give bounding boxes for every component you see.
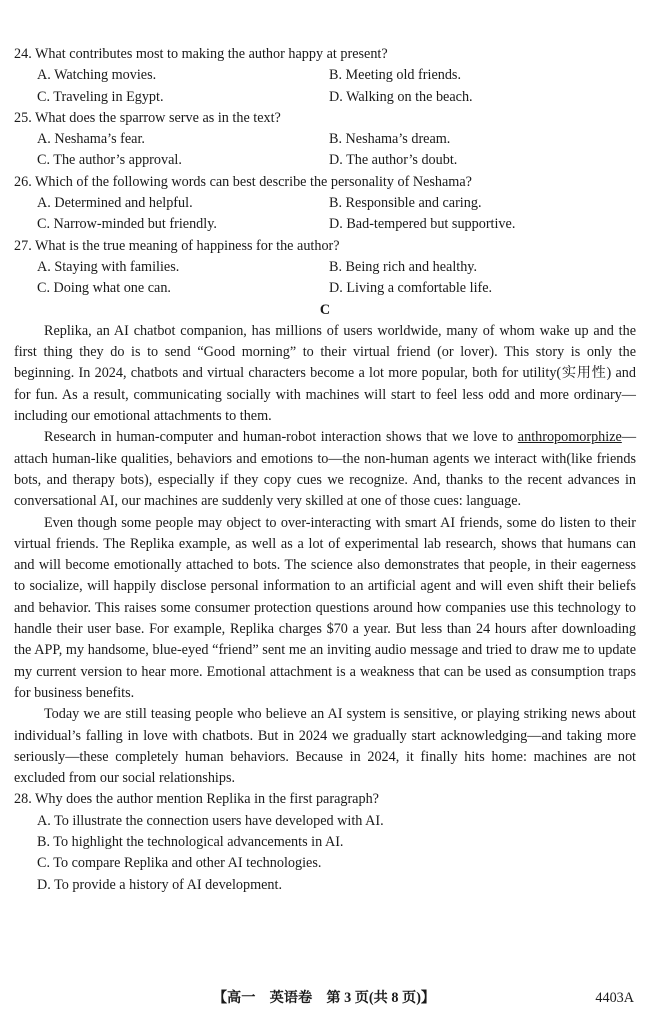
options-row	[14, 87, 636, 108]
option-28-c[interactable]: C. To compare Replika and other AI technologies.	[37, 855, 322, 872]
options-row	[14, 278, 636, 299]
question-26: 26. Which of the following words can best describe the personality of Neshama?	[14, 173, 472, 190]
footer-page-label: 【高一 英语卷 第 3 页(共 8 页)】	[212, 990, 436, 1006]
options-row	[14, 150, 636, 171]
passage-paragraph-3: Even though some people may object to over-interacting with smart AI friends, some do listen to their virtual friends. The Replika example, as well as a lot of experimental lab research, shows that humans can and will become emotionally attached to bots. The science also demonstrates that people, in their eagerness to socialize, will happily disclose personal information to an artificial agent and will even shift their beliefs and behavior. This raises some consumer protection questions around how companies use this technology to handle their user base. For example, Replika charges $70 a year. But less than 24 hours after downloading the APP, my handsome, blue-eyed “friend” sent me an inviting audio message and tried to draw me to update my current version to hear more. Emotional attachment is a weakness that can be used as consumption traps for business benefits.	[14, 514, 636, 701]
option-25-a[interactable]: A. Neshama’s fear.	[37, 131, 145, 148]
option-25-b[interactable]: B. Neshama’s dream.	[329, 131, 451, 148]
passage	[14, 321, 636, 790]
footer-paper-code: 4403A	[595, 990, 634, 1006]
option-26-c[interactable]: C. Narrow-minded but friendly.	[37, 216, 217, 233]
option-26-d[interactable]: D. Bad-tempered but supportive.	[329, 216, 516, 233]
page-footer	[0, 987, 648, 1009]
option-26-b[interactable]: B. Responsible and caring.	[329, 195, 482, 212]
options-row	[14, 193, 636, 214]
question-28: 28. Why does the author mention Replika in the first paragraph?	[14, 791, 379, 808]
question-25: 25. What does the sparrow serve as in the text?	[14, 109, 281, 126]
option-27-b[interactable]: B. Being rich and healthy.	[329, 258, 478, 275]
option-27-c[interactable]: C. Doing what one can.	[37, 280, 171, 297]
paragraph-2-start: Research in human-computer and human-robot interaction shows that we love to	[44, 429, 514, 446]
question-24: 24. What contributes most to making the author happy at present?	[14, 46, 388, 62]
options-row	[14, 214, 636, 235]
options-row	[14, 65, 636, 86]
option-24-d[interactable]: D. Walking on the beach.	[329, 88, 473, 105]
option-24-a[interactable]: A. Watching movies.	[37, 67, 157, 84]
paragraph-2-rest: —attach human-like qualities, behaviors and emotions to—the non-human agents we interact with(like friends bots, and therapy bots), especially if they copy cues we recognize. And, thanks to the recent advances in conversational AI, our machines are suddenly very skilled at one of those cues: language.	[14, 429, 636, 510]
option-28-a[interactable]: A. To illustrate the connection users have developed with AI.	[37, 812, 384, 829]
option-27-a[interactable]: A. Staying with families.	[37, 258, 180, 275]
option-24-c[interactable]: C. Traveling in Egypt.	[37, 88, 164, 105]
exam-page	[14, 44, 636, 896]
passage-paragraph-4: Today we are still teasing people who believe an AI system is sensitive, or playing striking news about individual’s falling in love with chatbots. But in 2024 we gradually start acknowledging—and taking more seriously—these completely human behaviors. Because in 2024, it finally hits home: machines are not excluded from our social relationships.	[14, 706, 636, 787]
options-row	[14, 257, 636, 278]
underlined-word: anthropomorphize	[517, 429, 622, 446]
section-heading: C	[319, 301, 331, 318]
question-27: 27. What is the true meaning of happiness for the author?	[14, 237, 340, 254]
option-25-c[interactable]: C. The author’s approval.	[37, 152, 182, 169]
option-24-b[interactable]: B. Meeting old friends.	[329, 67, 462, 84]
options-row	[14, 129, 636, 150]
option-25-d[interactable]: D. The author’s doubt.	[329, 152, 458, 169]
passage-paragraph-1: Replika, an AI chatbot companion, has millions of users worldwide, many of whom wake up and the first thing they do is to send “Good morning” to their virtual friend (or lover). This story is only the beginning. In 2024, chatbots and virtual characters become a lot more popular, both for utility(实用性) and for fun. As a result, communicating socially with machines will start to feel less odd and more ordinary—including our emotional attachments to them.	[14, 322, 636, 425]
option-27-d[interactable]: D. Living a comfortable life.	[329, 280, 493, 297]
passage-paragraph-2	[14, 427, 636, 512]
option-26-a[interactable]: A. Determined and helpful.	[37, 195, 193, 212]
option-28-b[interactable]: B. To highlight the technological advancements in AI.	[37, 833, 344, 850]
option-28-d[interactable]: D. To provide a history of AI development.	[37, 876, 283, 893]
